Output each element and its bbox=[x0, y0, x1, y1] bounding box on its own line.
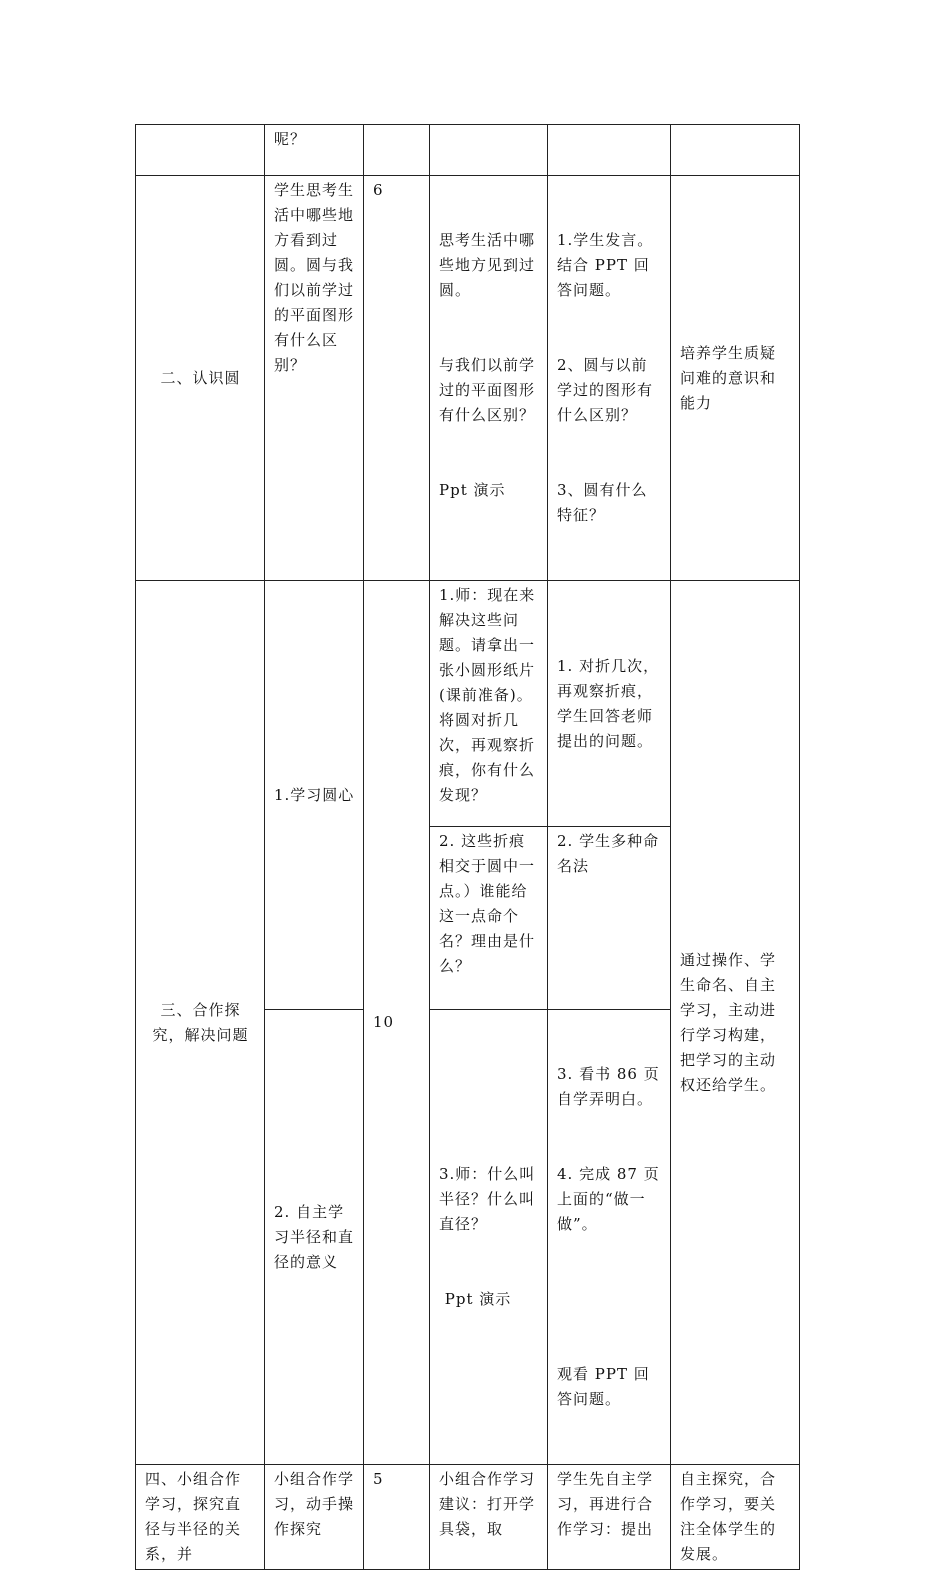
content-cell: 1.学习圆心 bbox=[265, 581, 364, 1010]
student-cell bbox=[548, 125, 671, 176]
content-cell: 呢？ bbox=[265, 125, 364, 176]
student-cell: 1. 对折几次，再观察折痕，学生回答老师提出的问题。 bbox=[548, 581, 671, 827]
student-cell: 2. 学生多种命名法 bbox=[548, 827, 671, 1010]
content-cell: 小组合作学习，动手操作探究 bbox=[265, 1465, 364, 1570]
content-cell: 学生思考生活中哪些地方看到过圆。圆与我们以前学过的平面图形有什么区别？ bbox=[265, 176, 364, 581]
lesson-plan-table bbox=[135, 124, 800, 1570]
teacher-cell: 小组合作学习建议：打开学具袋，取 bbox=[430, 1465, 548, 1570]
table-row bbox=[136, 176, 800, 581]
phase-cell: 二、认识圆 bbox=[136, 176, 265, 581]
time-cell: 6 bbox=[364, 176, 430, 581]
time-cell bbox=[364, 125, 430, 176]
student-cell: 学生先自主学习，再进行合作学习：提出 bbox=[548, 1465, 671, 1570]
table-row bbox=[136, 581, 800, 827]
intent-cell: 通过操作、学生命名、自主学习，主动进行学习构建，把学习的主动权还给学生。 bbox=[671, 581, 800, 1465]
student-cell: 3. 看书 86 页自学弄明白。 4. 完成 87 页上面的“做一做”。 观看 PPT 回答问题。 bbox=[548, 1010, 671, 1465]
teacher-cell: 3.师：什么叫半径？什么叫直径？ Ppt 演示 bbox=[430, 1010, 548, 1465]
teacher-cell: 思考生活中哪些地方见到过圆。 与我们以前学过的平面图形有什么区别？ Ppt 演示 bbox=[430, 176, 548, 581]
student-cell: 1.学生发言。结合 PPT 回答问题。 2、圆与以前学过的图形有什么区别？ 3、圆有什么特征？ bbox=[548, 176, 671, 581]
intent-cell bbox=[671, 125, 800, 176]
teacher-cell: 1.师：现在来解决这些问题。请拿出一张小圆形纸片(课前准备)。将圆对折几次，再观察折痕，你有什么发现？ bbox=[430, 581, 548, 827]
table-row bbox=[136, 1465, 800, 1570]
time-cell: 5 bbox=[364, 1465, 430, 1570]
intent-cell: 培养学生质疑问难的意识和能力 bbox=[671, 176, 800, 581]
phase-cell bbox=[136, 125, 265, 176]
time-cell: 10 bbox=[364, 581, 430, 1465]
content-cell: 2. 自主学习半径和直径的意义 bbox=[265, 1010, 364, 1465]
phase-cell: 四、小组合作学习，探究直径与半径的关系，并 bbox=[136, 1465, 265, 1570]
teacher-cell: 2. 这些折痕相交于圆中一点。）谁能给这一点命个名？理由是什么？ bbox=[430, 827, 548, 1010]
teacher-cell bbox=[430, 125, 548, 176]
table-row bbox=[136, 125, 800, 176]
phase-cell: 三、合作探究，解决问题 bbox=[136, 581, 265, 1465]
intent-cell: 自主探究，合作学习，要关注全体学生的发展。 bbox=[671, 1465, 800, 1570]
